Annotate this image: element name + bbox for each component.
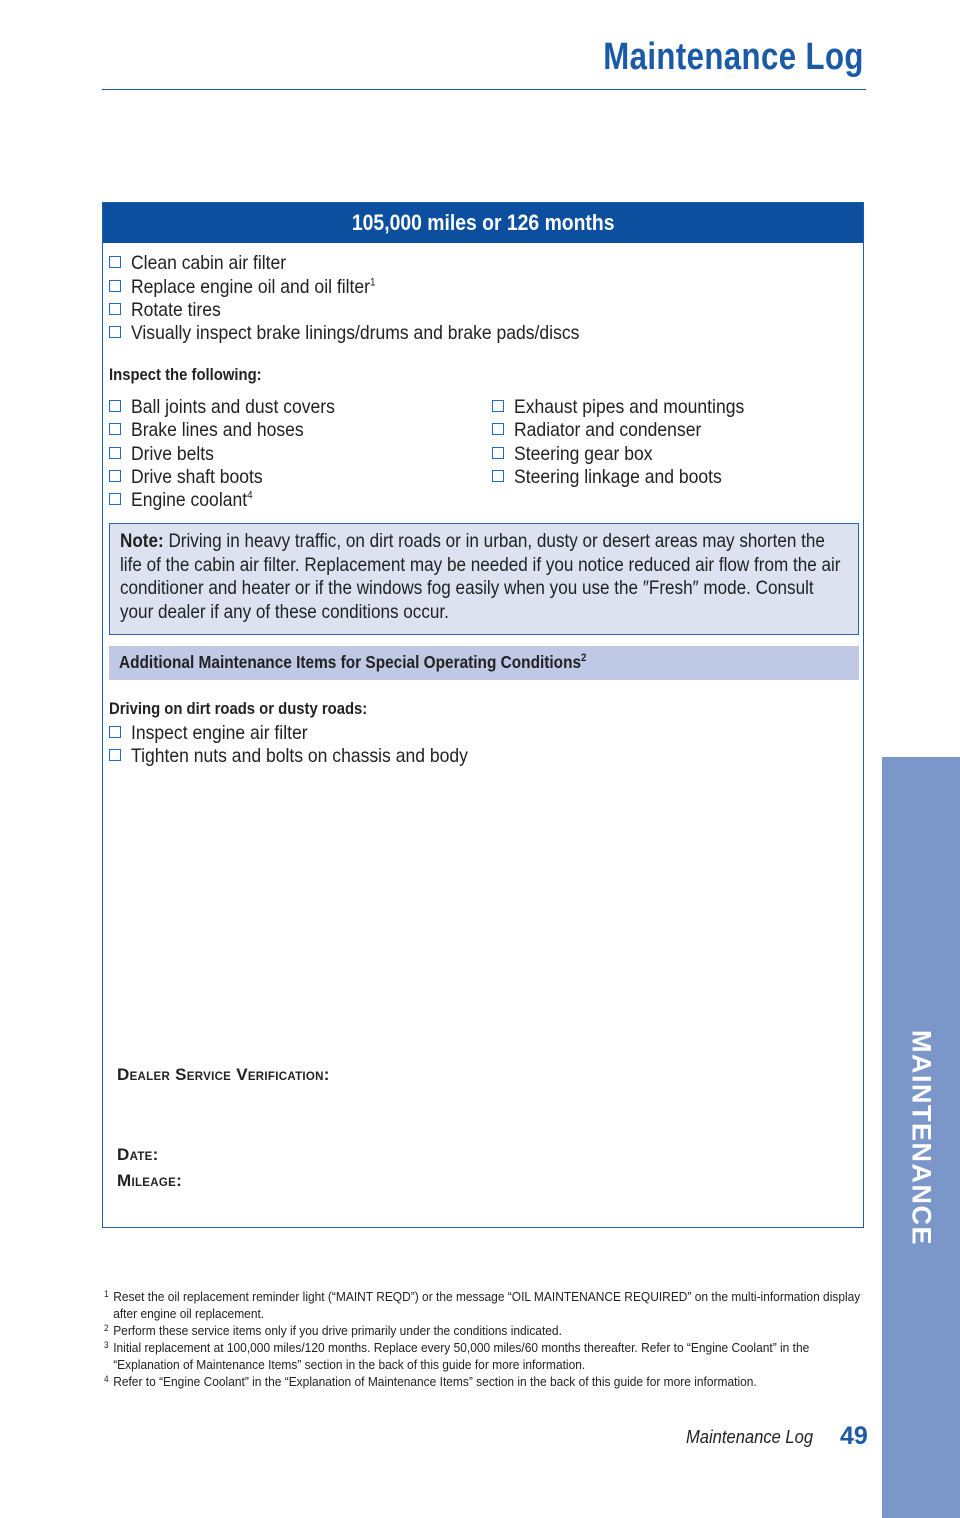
note-text: Driving in heavy traffic, on dirt roads or in urban, dusty or desert areas may shorten the life of the cabin air filter. Replacement may be needed if you notice reduced air flow from the air conditioner and heater or if the windows fog easily when you use the ″Fresh″ mode. Consult your dealer if any of these conditions occur. [120,531,841,623]
checkbox[interactable] [109,726,121,738]
dusty-item[interactable]: Inspect engine air filter [109,721,327,745]
inspect-item[interactable]: Steering gear box [492,442,668,466]
checkbox[interactable] [109,326,121,338]
checklist-item[interactable]: Clean cabin air filter [109,251,303,275]
footer-section-label: Maintenance Log [686,1427,814,1447]
page-number: 49 [840,1422,868,1450]
footnote: 4 Refer to “Engine Coolant” in the “Explanation of Maintenance Items” section in the back of this guide for more information. [104,1374,757,1389]
footnote: 2 Perform these service items only if you drive primarily under the conditions indicated. [104,1323,562,1338]
footnote: 3 Initial replacement at 100,000 miles/120 months. Replace every 50,000 miles/60 months thereafter. Refer to “Engine Coolant” in the “Explanation of Maintenance Items” section in the back of this guide for more information. [104,1340,810,1372]
checklist-item[interactable]: Visually inspect brake linings/drums and brake pads/discs [109,321,629,345]
checkbox[interactable] [109,303,121,315]
checkbox[interactable] [492,400,504,412]
inspect-item[interactable]: Brake lines and hoses [109,418,323,442]
inspect-item[interactable]: Drive shaft boots [109,465,277,489]
checkbox[interactable] [109,256,121,268]
date-label: DATE: [117,1145,159,1164]
checkbox[interactable] [492,470,504,482]
inspect-item[interactable]: Drive belts [109,442,223,466]
checkbox[interactable] [109,400,121,412]
checkbox[interactable] [109,447,121,459]
checkbox[interactable] [109,423,121,435]
inspect-item[interactable]: Engine coolant$^4$ [109,488,266,512]
inspect-item[interactable]: Steering linkage and boots [492,465,745,489]
footnote: 1 Reset the oil replacement reminder light (“MAINT REQD”) or the message “OIL MAINTENANCE REQUIRED” on the multi-information display after engine oil replacement. [104,1289,861,1321]
mileage-label: MILEAGE: [117,1171,183,1190]
inspect-item[interactable]: Exhaust pipes and mountings [492,395,770,419]
additional-items-banner: Additional Maintenance Items for Special Operating Conditions$^2$ [109,646,859,680]
page-title: Maintenance Log [603,36,864,78]
maintenance-interval-box [102,202,864,1228]
dusty-item[interactable]: Tighten nuts and bolts on chassis and body [109,744,505,768]
checkbox[interactable] [109,280,121,292]
side-tab-label: MAINTENANCE [906,1030,937,1246]
checkbox[interactable] [109,493,121,505]
inspect-item[interactable]: Ball joints and dust covers [109,395,358,419]
dealer-service-verification-label: DEALER SERVICE VERIFICATION: [117,1065,330,1084]
note-label: Note: [120,531,164,552]
checklist-item[interactable]: Rotate tires [109,298,231,322]
checkbox[interactable] [109,470,121,482]
note-box [109,523,859,635]
dusty-roads-label: Driving on dirt roads or dusty roads: [109,700,368,718]
interval-header: 105,000 miles or 126 months [103,203,863,243]
checkbox[interactable] [109,749,121,761]
inspect-label: Inspect the following: [109,366,262,384]
checkbox[interactable] [492,447,504,459]
footnotes [104,1288,864,1390]
checkbox[interactable] [492,423,504,435]
title-rule [102,89,866,90]
inspect-item[interactable]: Radiator and condenser [492,418,722,442]
checklist-item[interactable]: Replace engine oil and oil filter$^1$ [109,275,403,299]
